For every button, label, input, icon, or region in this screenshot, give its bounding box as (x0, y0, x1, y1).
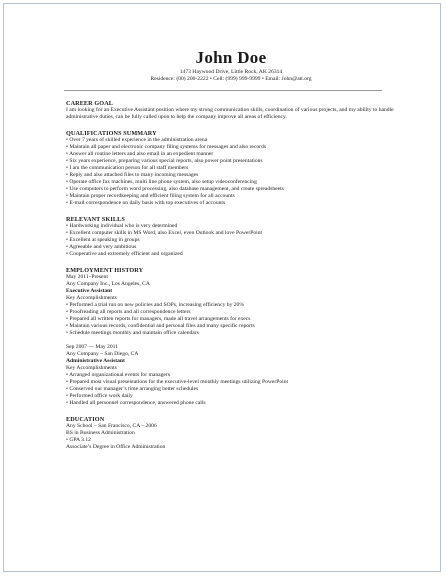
education-gpa: • GPA 3.12 (66, 437, 396, 444)
list-item: • Maintain various records, confidential and personal files and many specific reports (66, 323, 396, 330)
list-item: • Prepared all written reports for managers, made all travel arrangements for execs (66, 316, 396, 323)
education-degree: BS in Business Administration (66, 430, 135, 436)
resume-page (3, 3, 441, 572)
list-item: • Use computers to perform word processing, also database management, and create spreadsheets (66, 186, 396, 193)
list-item: • Prepared most visual presentations for the executive-level monthly meetings utilizing PowerPoint (66, 379, 396, 386)
list-item: • Operate office fax machines, multi line phone system, also setup videoconferencing (66, 179, 396, 186)
employment-heading: EMPLOYMENT HISTORY (66, 267, 144, 274)
education-section (66, 416, 396, 451)
skills-heading: RELEVANT SKILLS (66, 216, 125, 223)
list-item: • Maintain all paper and electronic company filing systems for messages and also records (66, 144, 396, 151)
qualifications-section (66, 130, 396, 207)
job-accomplishments (66, 372, 396, 407)
job-company: Any Company – San Diego, CA (66, 351, 139, 357)
list-item: • Cooperative and extremely efficient and organized (66, 251, 396, 258)
job-entry (66, 344, 396, 407)
job-title: Executive Assistant (66, 288, 113, 294)
job-title: Administrative Assistant (66, 358, 125, 364)
skills-section (66, 216, 396, 258)
list-item: • Proofreading all reports and all correspondence letters (66, 309, 396, 316)
employment-section (66, 267, 396, 407)
list-item: • Conserved our manager’s time arranging better schedules (66, 386, 396, 393)
education-associate: Associate’s Degree in Office Administration (66, 444, 166, 450)
list-item: • E-mail correspondence on daily basis with top executives of accounts (66, 200, 396, 207)
education-heading: EDUCATION (66, 416, 105, 423)
qualifications-heading: QUALIFICATIONS SUMMARY (66, 130, 157, 137)
list-item: • Performed office work daily (66, 393, 396, 400)
resume-content (66, 4, 396, 451)
list-item: • Six years experience, preparing various special reports, also power point presentations (66, 158, 396, 165)
list-item: • Excellent computer skills in MS Word, also Excel, even Outlook and love PowerPoint (66, 230, 396, 237)
list-item: • Hardworking individual who is very determined (66, 223, 396, 230)
career-goal-text: I am looking for an Executive Assistant position where my strong communication skills, coordination of various projects, and my ability to handle administrative duties, can be fully called upon to help the company improve all areas of efficiency. (66, 107, 394, 120)
job-dates: Sep 2007 — May 2011 (66, 344, 118, 350)
list-item: • Performed a trial run on new policies and SOPs, increasing efficiency by 20% (66, 302, 396, 309)
contact-line: Residence: (00) 200-2222 • Cell: (999) 999-9999 • Email: John@att.org (150, 76, 312, 82)
list-item: • Reply and also attached files to many incoming messages (66, 172, 396, 179)
skills-list (66, 223, 396, 258)
list-item: • Answer all routine letters and also email in an expedient manner (66, 151, 396, 158)
list-item: • Agreeable and very ambitious (66, 244, 396, 251)
job-dates: May 2011–Present (66, 274, 108, 280)
list-item: • Handled all personnel correspondence, answered phone calls (66, 400, 396, 407)
list-item: • Maintain proper recordkeeping and efficient filing system for all accounts (66, 193, 396, 200)
header-divider (64, 90, 382, 91)
career-goal-heading: CAREER GOAL (66, 100, 113, 107)
list-item: • Over 7 years of skilled experience in the administration arena (66, 137, 396, 144)
job-spacer (66, 337, 396, 344)
job-company: Any Company Inc., Los Angeles, CA (66, 281, 150, 287)
list-item: • Schedule meetings monthly and maintain office calendars (66, 330, 396, 337)
address-line: 1473 Haywood Drive, Little Rock, AK 26314 (179, 69, 283, 75)
list-item: • Arranged organizational events for managers (66, 372, 396, 379)
job-subheading: Key Accomplishments (66, 295, 117, 301)
job-accomplishments (66, 302, 396, 337)
list-item: • Excellent at speaking in groups (66, 237, 396, 244)
qualifications-list (66, 137, 396, 207)
job-entry (66, 274, 396, 337)
career-goal-section (66, 100, 396, 121)
education-gpa-list (66, 437, 396, 444)
job-subheading: Key Accomplishments (66, 365, 117, 371)
candidate-name: John Doe (195, 48, 267, 67)
list-item: • I am the communication person for all staff members (66, 165, 396, 172)
education-school: Any School – San Francisco, CA – 2006 (66, 423, 157, 429)
